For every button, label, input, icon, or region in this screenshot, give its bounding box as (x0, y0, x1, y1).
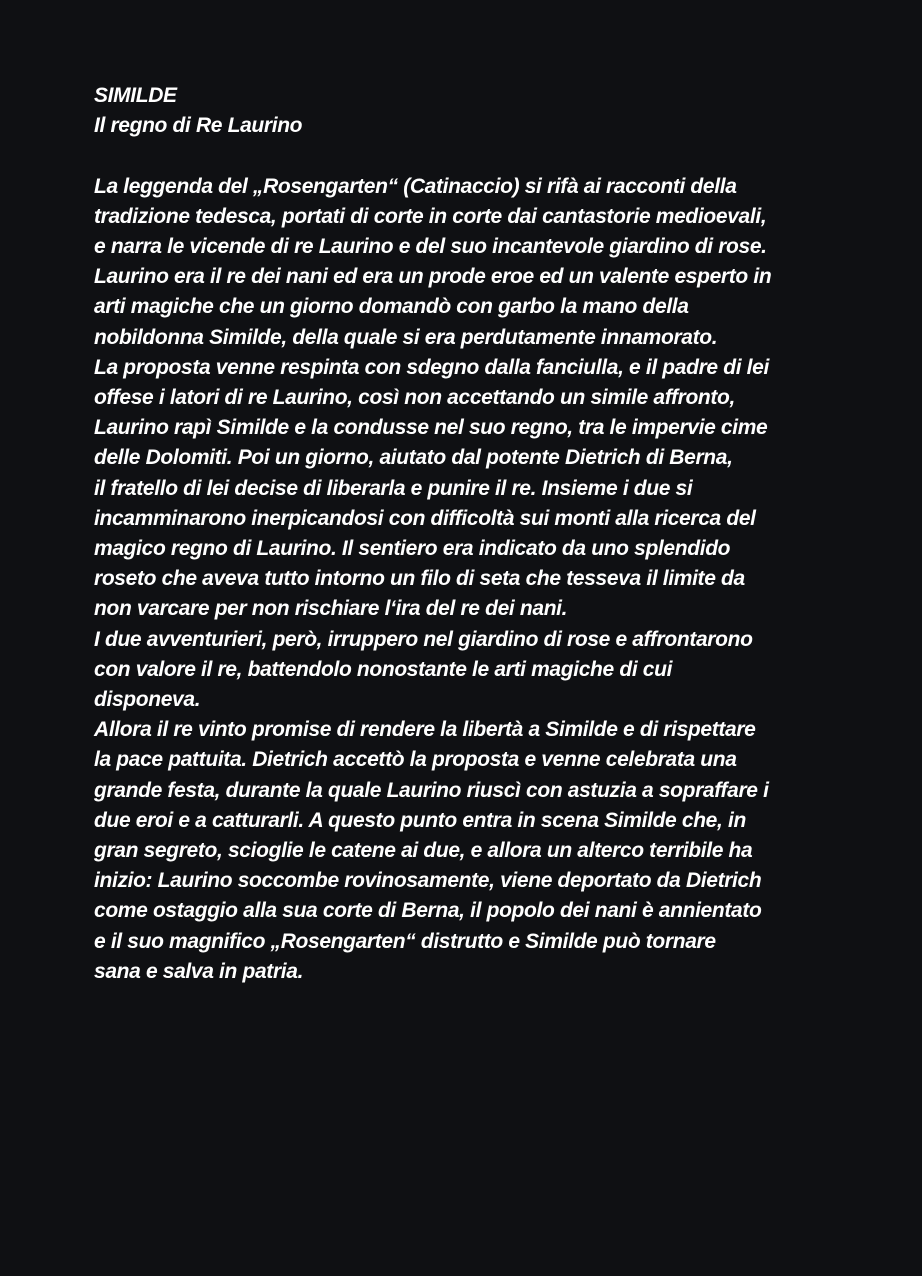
document-body (94, 81, 884, 987)
text-line: con valore il re, battendolo nonostante le arti magiche di cui (94, 657, 673, 681)
paragraph-spacer (94, 141, 884, 171)
text-line: incamminarono inerpicandosi con difficoltà sui monti alla ricerca del (94, 506, 756, 530)
text-line: roseto che aveva tutto intorno un filo di seta che tesseva il limite da (94, 567, 745, 591)
text-line: gran segreto, scioglie le catene ai due, e allora un alterco terribile ha (94, 839, 753, 863)
text-line: La leggenda del „Rosengarten“ (Catinaccio) si rifà ai racconti della (94, 174, 737, 198)
text-line: e il suo magnifico „Rosengarten“ distrutto e Similde può tornare (94, 929, 716, 953)
text-line: Allora il re vinto promise di rendere la libertà a Similde e di rispettare (94, 718, 756, 742)
text-line: arti magiche che un giorno domandò con garbo la mano della (94, 295, 689, 319)
text-line: offese i latori di re Laurino, così non accettando un simile affronto, (94, 386, 735, 410)
story-text (94, 172, 884, 987)
text-line: il fratello di lei decise di liberarla e punire il re. Insieme i due si (94, 476, 693, 500)
text-line: due eroi e a catturarli. A questo punto entra in scena Similde che, in (94, 808, 746, 832)
text-line: delle Dolomiti. Poi un giorno, aiutato dal potente Dietrich di Berna, (94, 446, 733, 470)
text-line: La proposta venne respinta con sdegno dalla fanciulla, e il padre di lei (94, 355, 769, 379)
document-subtitle: Il regno di Re Laurino (94, 114, 303, 138)
text-line: e narra le vicende di re Laurino e del suo incantevole giardino di rose. (94, 235, 767, 258)
text-line: grande festa, durante la quale Laurino riuscì con astuzia a sopraffare i (94, 778, 769, 802)
text-line: Laurino era il re dei nani ed era un prode eroe ed un valente esperto in (94, 265, 772, 289)
text-line: disponeva. (94, 688, 201, 712)
text-line: Laurino rapì Similde e la condusse nel suo regno, tra le impervie cime (94, 416, 768, 440)
text-line: tradizione tedesca, portati di corte in corte dai cantastorie medioevali, (94, 204, 767, 228)
text-line: magico regno di Laurino. Il sentiero era indicato da uno splendido (94, 537, 731, 561)
text-line: I due avventurieri, però, irruppero nel giardino di rose e affrontarono (94, 627, 753, 651)
text-line: la pace pattuita. Dietrich accettò la proposta e venne celebrata una (94, 748, 737, 772)
text-line: come ostaggio alla sua corte di Berna, il popolo dei nani è annientato (94, 899, 762, 923)
text-line: non varcare per non rischiare l‘ira del re dei nani. (94, 597, 568, 621)
text-line: inizio: Laurino soccombe rovinosamente, viene deportato da Dietrich (94, 869, 762, 893)
document-title: SIMILDE (94, 84, 177, 107)
text-line: sana e salva in patria. (94, 959, 304, 983)
text-line: nobildonna Similde, della quale si era perdutamente innamorato. (94, 325, 718, 349)
